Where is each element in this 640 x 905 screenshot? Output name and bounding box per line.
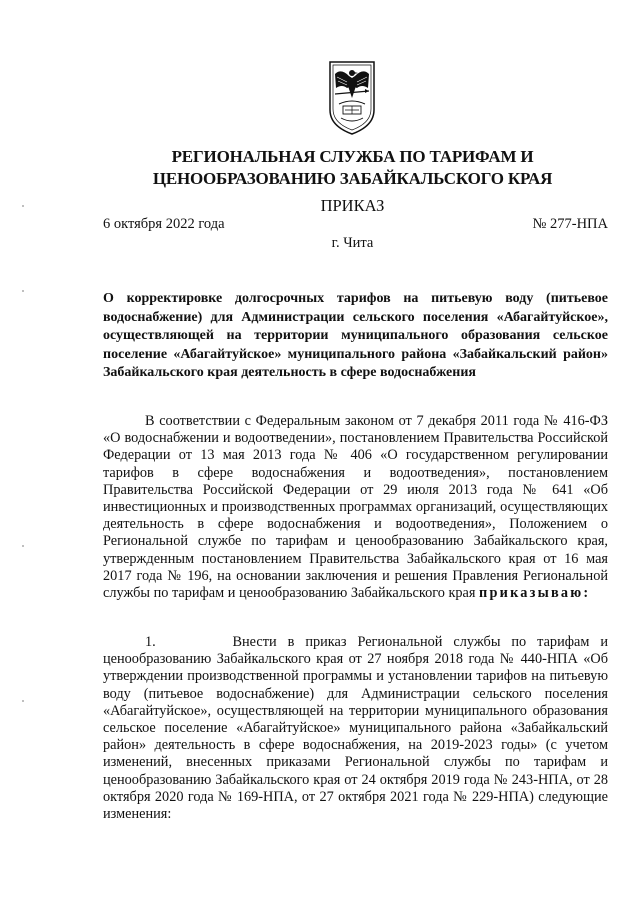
document-city: г. Чита [331, 235, 374, 251]
preamble-paragraph [103, 413, 608, 602]
item-1-text: Внести в приказ Региональной службы по тарифам и ценообразованию Забайкальского края от 27 ноября 2018 года № 440-НПА «Об утверждении производственной программы и установлении тарифов на питьевую воду (питьевое водоснабжение) для Администрации сельского поселения «Абагайтуйское», осуществляющей на территории муниципального образования сельское поселение «Абагайтуйское» муниципального района «Забайкальский район» деятельность в сфере водоснабжения, на 2019-2023 годы» (с учетом изменений, внесенных приказами Региональной службы по тарифам и ценообразованию Забайкальского края от 24 октября 2019 года № 243-НПА, от 28 октября 2020 года № 169-НПА, от 27 октября 2021 года № 229-НПА) следующие изменения: [103, 634, 608, 823]
document-date: 6 октября 2022 года [103, 216, 225, 232]
margin-dot [22, 545, 24, 547]
order-keyword: приказываю: [479, 585, 591, 602]
margin-dot [22, 700, 24, 702]
coat-of-arms-icon [327, 58, 377, 136]
preamble-text: В соответствии с Федеральным законом от 7 декабря 2011 года № 416-ФЗ «О водоснабжении и водоотведении», постановлением Правительства Российской Федерации от 13 мая 2013 года № 406 «О государственном регулировании тарифов в сфере водоснабжения и водоотведения», постановлением Правительства Российской Федерации от 29 июля 2013 года № 641 «Об инвестиционных и производственных программах организаций, осуществляющих деятельность в сфере водоснабжения и водоотведения», Положением о Региональной службе по тарифам и ценообразованию Забайкальского края, утвержденным постановлением Правительства Забайкальского края от 16 мая 2017 года № 196, на основании заключения и решения Правления Региональной службы по тарифам и ценообразованию Забайкальского края [103, 413, 608, 602]
item-1-paragraph [103, 634, 608, 823]
organization-title [100, 146, 605, 190]
margin-dot [22, 205, 24, 207]
organization-title-line-1: РЕГИОНАЛЬНАЯ СЛУЖБА ПО ТАРИФАМ И [171, 147, 534, 166]
document-number: № 277-НПА [532, 216, 608, 232]
document-type: ПРИКАЗ [320, 196, 385, 215]
margin-dot [22, 290, 24, 292]
organization-title-line-2: ЦЕНООБРАЗОВАНИЮ ЗАБАЙКАЛЬСКОГО КРАЯ [152, 169, 553, 188]
document-subject: О корректировке долгосрочных тарифов на питьевую воду (питьевое водоснабжение) для Администрации сельского поселения «Абагайтуйское», осуществляющей на территории муниципального образования сельское поселение «Абагайтуйское» муниципального района «Забайкальский район» Забайкальского края деятельность в сфере водоснабжения [103, 291, 608, 381]
item-1-marker: 1. [145, 634, 156, 650]
